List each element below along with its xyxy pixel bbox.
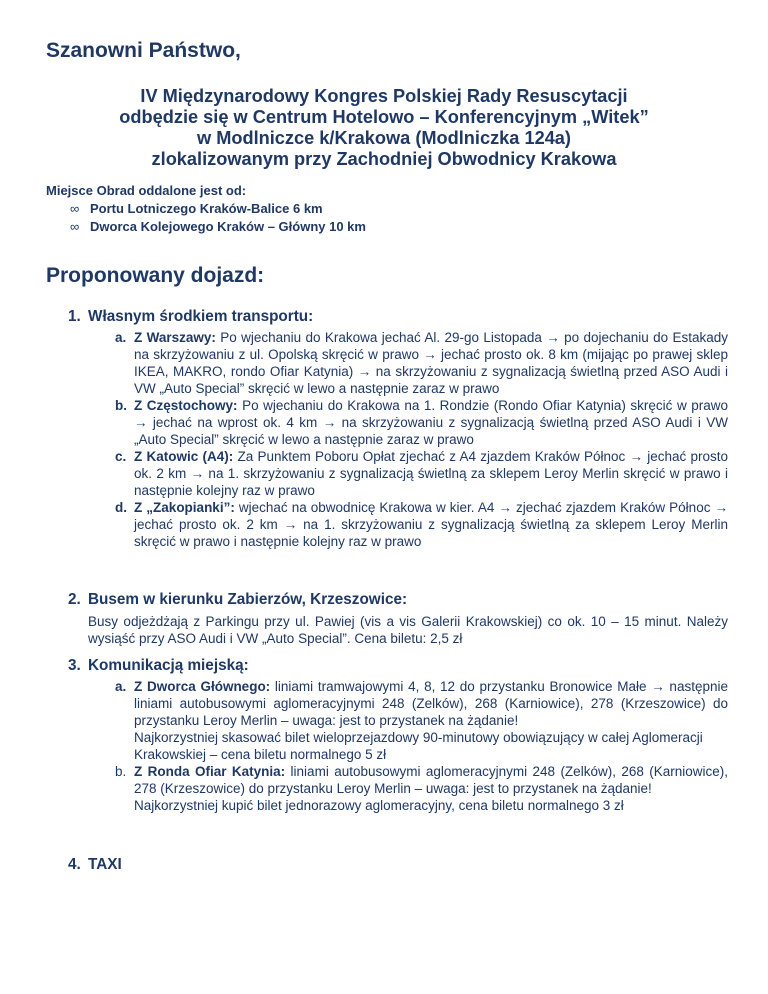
distance-item-text: Dworca Kolejowego Kraków – Główny 10 km [90,219,366,234]
intro-line: zlokalizowanym przy Zachodniej Obwodnicy Krakowa [151,149,617,169]
item-letter: a. [115,679,127,694]
section-title [68,590,728,609]
item-label: Z Ronda Ofiar Katynia: [134,764,286,779]
item-label: Z „Zakopianki”: [134,500,235,515]
section-heading: Proponowany dojazd: [46,264,265,287]
item-label: Z Warszawy: [134,330,216,345]
route-list [68,678,728,814]
item-label: Z Katowic (A4): [134,449,234,464]
section-number: 3. [68,657,81,674]
distance-block [46,182,726,236]
section-title [68,855,728,874]
greeting-heading: Szanowni Państwo, [46,39,241,62]
distance-heading: Miejsce Obrad oddalone jest od: [46,183,247,198]
route-item [68,678,728,763]
intro-line: IV Międzynarodowy Kongres Polskiej Rady Resuscytacji [140,86,628,106]
intro-block [40,86,728,170]
section-title-text: Własnym środkiem transportu: [88,308,314,325]
section-bus [68,590,728,647]
item-label: Z Dworca Głównego: [134,679,271,694]
route-item [68,499,728,550]
section-title-text: TAXI [88,856,122,873]
intro-line: w Modlniczce k/Krakowa (Modlniczka 124a) [197,128,571,148]
item-note: Najkorzystniej skasować bilet wieloprzejazdowy 90-minutowy obowiązujący w całej Aglomeracji Krakowskiej – cena biletu normalnego 5 zł [134,730,703,762]
item-label: Z Częstochowy: [134,398,238,413]
distance-item [46,218,726,236]
item-text: Po wjechaniu do Krakowa jechać Al. 29-go Listopada → po dojechaniu do Estakady na skrzyżowaniu z ul. Opolską skręcić w prawo → jechać prosto ok. 8 km (mijając po prawej sklep IKEA, MAKRO, rondo Ofiar Katynia) → na skrzyżowaniu z sygnalizacją świetlną przed ASO Audi i VW „Auto Special” skręcić w lewo a następnie zaraz w prawo [134,330,728,396]
item-text: Za Punktem Poboru Opłat zjechać z A4 zjazdem Kraków Północ → jechać prosto ok. 2 km → na 1. skrzyżowaniu z sygnalizacją świetlną za sklepem Leroy Merlin skręcić w prawo i następnie kolejny raz w prawo [134,449,728,498]
section-title [68,656,728,675]
item-text: liniami autobusowymi aglomeracyjnymi 248 (Zelków), 268 (Karniowice), 278 (Krzeszowice) do przystanku Leroy Merlin – uwaga: jest to przystanek na żądanie! [134,764,729,796]
section-number: 2. [68,591,81,608]
section-own-transport [68,307,728,550]
item-letter: c. [115,449,127,464]
route-item [68,448,728,499]
item-note: Najkorzystniej kupić bilet jednorazowy aglomeracyjny, cena biletu normalnego 3 zł [134,798,624,813]
section-number: 1. [68,308,81,325]
item-letter: a. [115,330,127,345]
item-text: wjechać na obwodnicę Krakowa w kier. A4 → zjechać zjazdem Kraków Północ → jechać prosto ok. 2 km → na 1. skrzyżowaniu z sygnalizacją świetlną za sklepem Leroy Merlin skręcić w prawo i następnie kolejny raz w prawo [134,500,729,549]
route-item [68,763,728,814]
section-title-text: Busem w kierunku Zabierzów, Krzeszowice: [88,591,408,608]
item-text: liniami tramwajowymi 4, 8, 12 do przystanku Bronowice Małe → następnie liniami autobusowymi aglomeracyjnymi 248 (Zelków), 268 (Karniowice), 278 (Krzeszowice) do przystanku Leroy Merlin – uwaga: jest to przystanek na żądanie! [134,679,728,728]
section-title [68,307,728,326]
distance-item [46,200,726,218]
infinity-bullet-icon: ∞ [70,219,80,234]
section-title-text: Komunikacją miejską: [88,657,249,674]
bus-info: Busy odjeżdżają z Parkingu przy ul. Pawiej (vis a vis Galerii Krakowskiej) co ok. 10 – 15 minut. Należy wysiąść przy ASO Audi i VW „Auto Special”. Cena biletu: 2,5 zł [88,614,728,646]
intro-line: odbędzie się w Centrum Hotelowo – Konferencyjnym „Witek” [119,107,649,127]
section-number: 4. [68,856,81,873]
route-item [68,329,728,397]
item-letter: b. [115,398,127,413]
section-taxi [68,855,728,874]
item-letter: d. [115,500,127,515]
section-public-transport [68,656,728,814]
infinity-bullet-icon: ∞ [70,201,80,216]
distance-item-text: Portu Lotniczego Kraków-Balice 6 km [90,201,323,216]
route-list [68,329,728,550]
item-letter: b. [115,764,127,779]
item-text: Po wjechaniu do Krakowa na 1. Rondzie (Rondo Ofiar Katynia) skręcić w prawo → jechać na wprost ok. 4 km → na skrzyżowaniu z sygnalizacją świetlną przed ASO Audi i VW „Auto Special” skręcić w lewo a następnie zaraz w prawo [134,398,728,447]
route-item [68,397,728,448]
